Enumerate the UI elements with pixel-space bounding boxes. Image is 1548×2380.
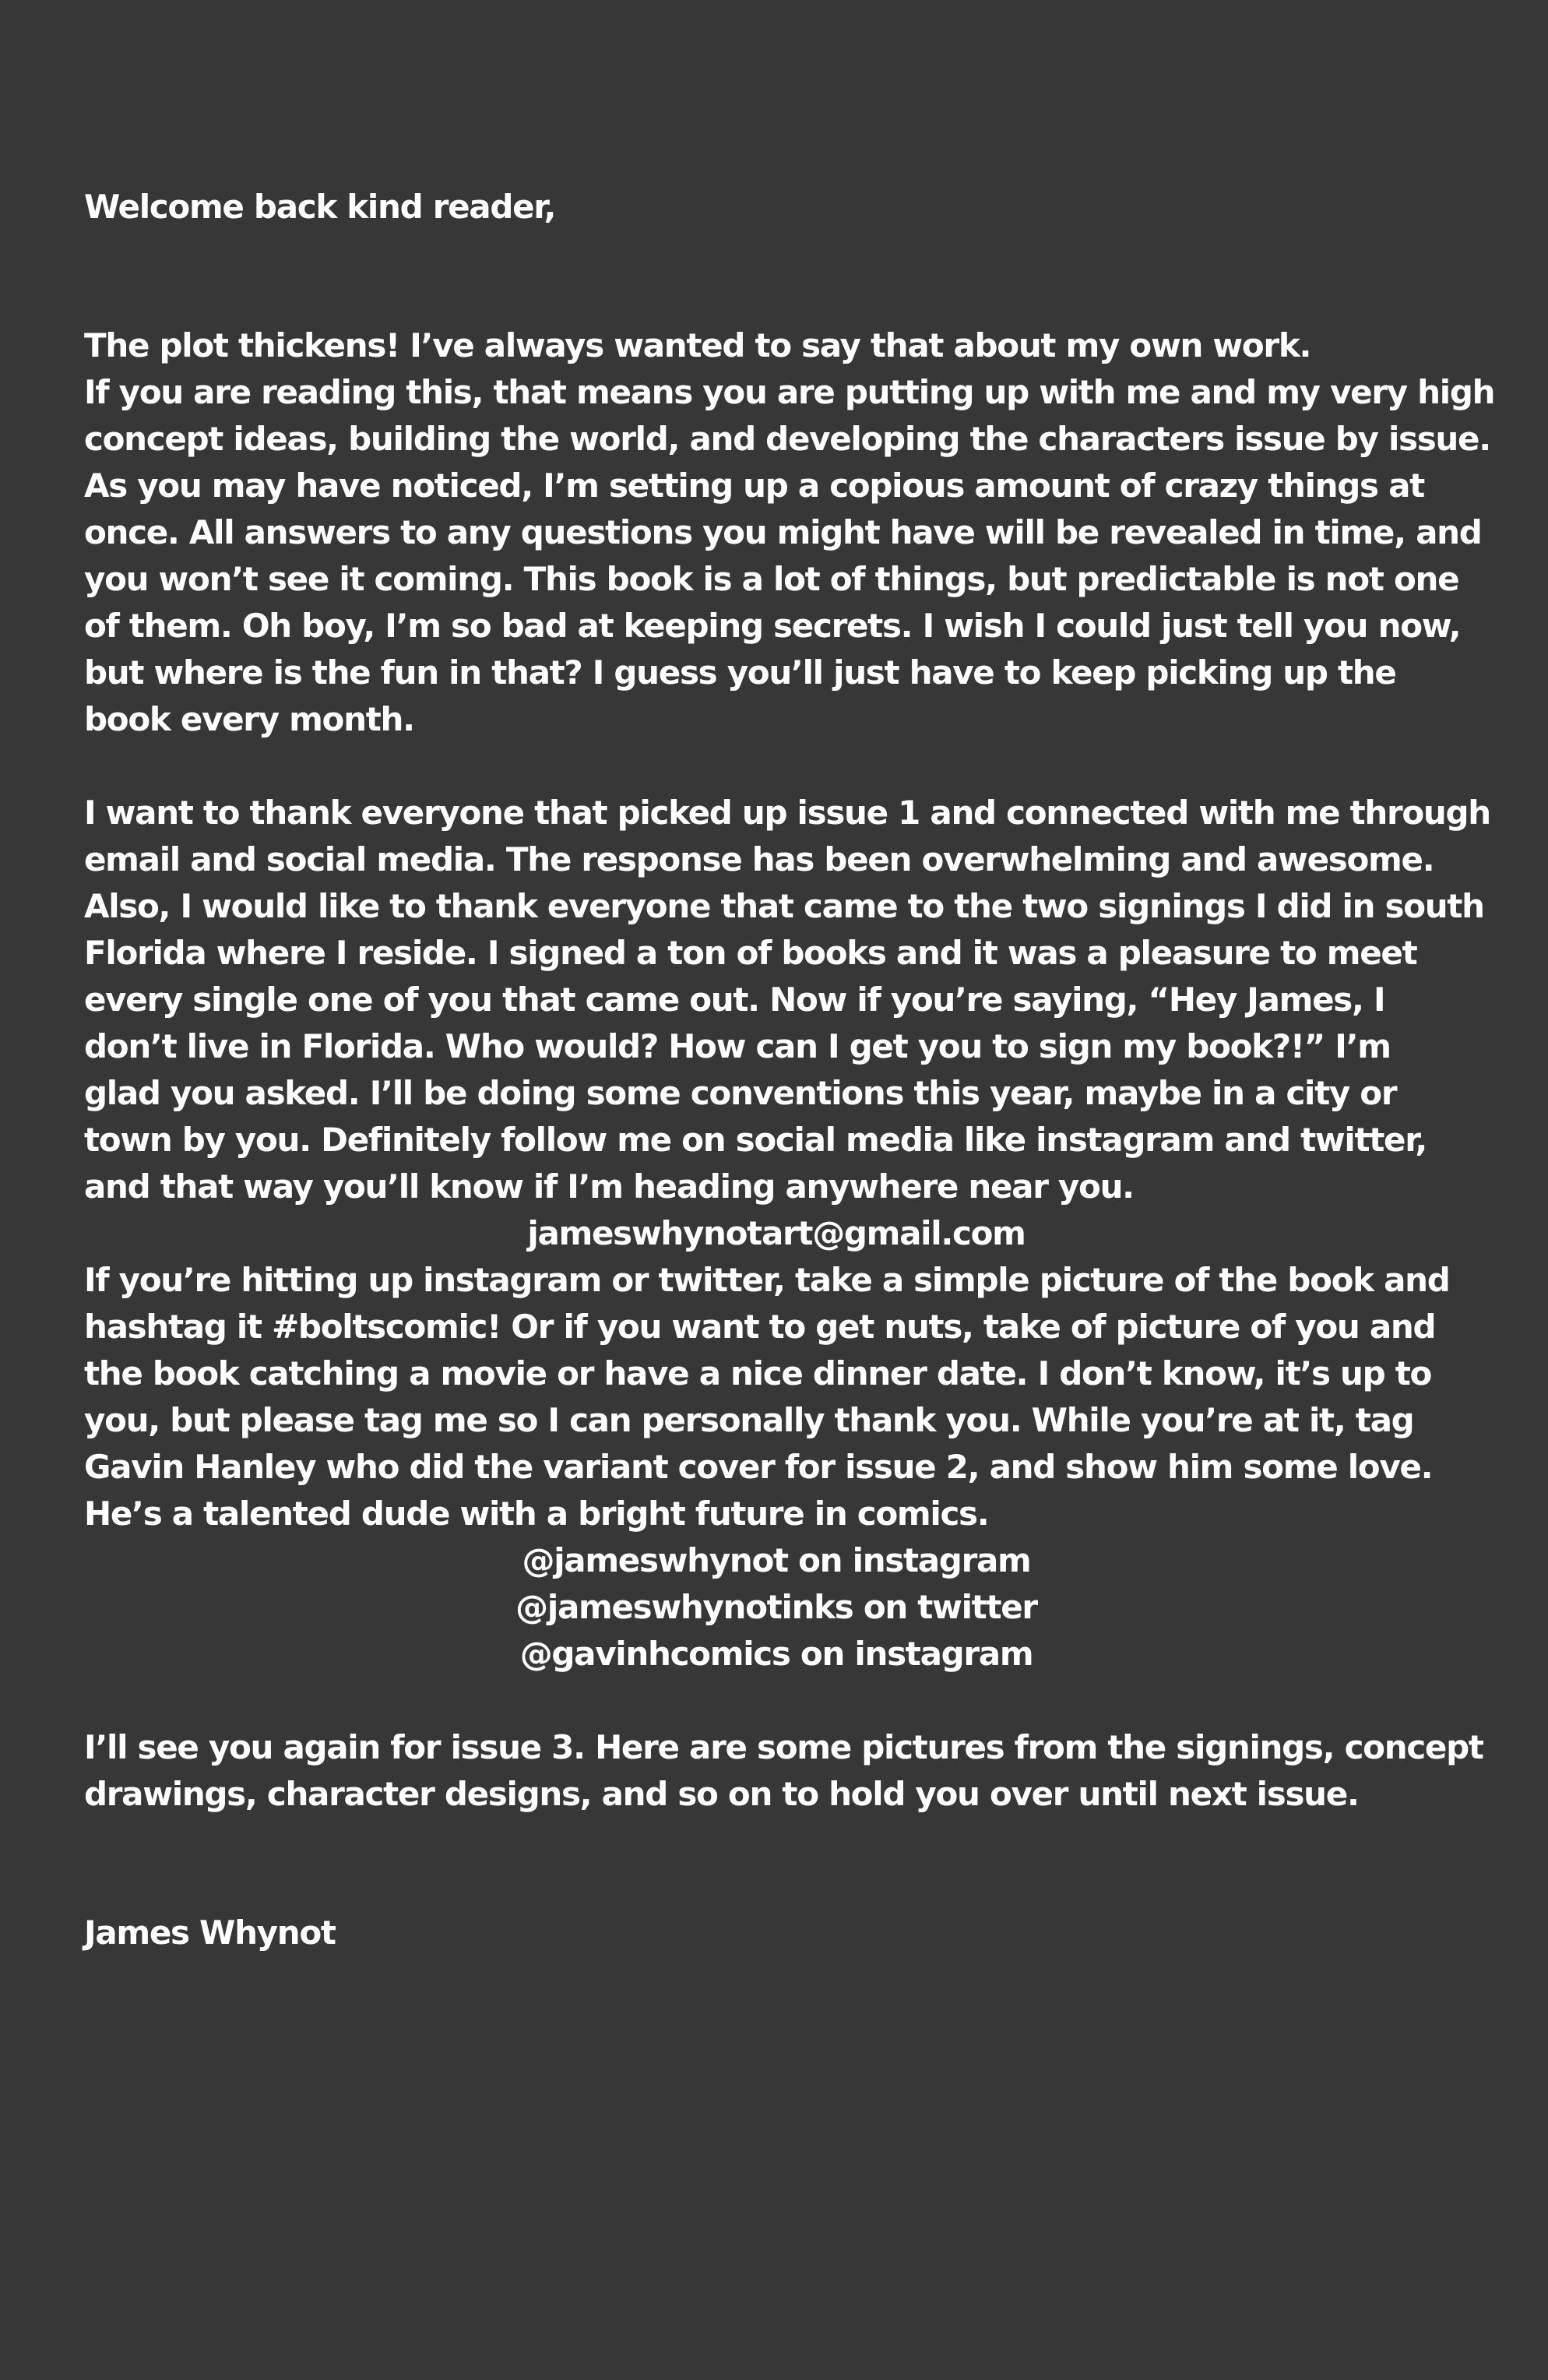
paragraph-line: you won’t see it coming. This book is a lot of things, but predictable is not one xyxy=(84,560,1459,598)
greeting: Welcome back kind reader, xyxy=(84,188,556,226)
paragraph-line: If you are reading this, that means you are putting up with me and my very high xyxy=(84,373,1495,411)
paragraph-line: Also, I would like to thank everyone that came to the two signings I did in south xyxy=(84,887,1484,925)
paragraph-line: don’t live in Florida. Who would? How can I get you to sign my book?!” I’m xyxy=(84,1027,1391,1065)
paragraph-line: of them. Oh boy, I’m so bad at keeping secrets. I wish I could just tell you now, xyxy=(84,607,1461,645)
spacer xyxy=(84,1818,1486,1910)
paragraph-line: but where is the fun in that? I guess you’ll just have to keep picking up the xyxy=(84,653,1396,692)
paragraph-line: and that way you’ll know if I’m heading anywhere near you. xyxy=(84,1167,1134,1206)
paragraph-line: you, but please tag me so I can personally thank you. While you’re at it, tag xyxy=(84,1401,1414,1439)
social-handle: @gavinhcomics on instagram xyxy=(519,1635,1033,1673)
letter-page xyxy=(84,184,1495,1956)
paragraph-line: As you may have noticed, I’m setting up a copious amount of crazy things at xyxy=(84,466,1424,505)
paragraph-line: If you’re hitting up instagram or twitter, take a simple picture of the book and xyxy=(84,1261,1450,1299)
spacer xyxy=(84,231,1486,322)
paragraph-line: I want to thank everyone that picked up issue 1 and connected with me through xyxy=(84,794,1490,832)
paragraph-line: every single one of you that came out. Now if you’re saying, “Hey James, I xyxy=(84,981,1385,1019)
paragraph-intro xyxy=(84,322,1495,743)
paragraph-line: the book catching a movie or have a nice dinner date. I don’t know, it’s up to xyxy=(84,1354,1432,1392)
paragraph-line: concept ideas, building the world, and developing the characters issue by issue. xyxy=(84,420,1490,458)
email-address: jameswhynotart@gmail.com xyxy=(527,1214,1026,1252)
paragraph-line: once. All answers to any questions you might have will be revealed in time, and xyxy=(84,513,1482,551)
social-handle: @jameswhynotinks on twitter xyxy=(515,1588,1037,1626)
spacer xyxy=(84,1678,1486,1724)
paragraph-line: The plot thickens! I’ve always wanted to say that about my own work. xyxy=(84,326,1311,364)
paragraph-social xyxy=(84,1257,1486,1537)
paragraph-line: book every month. xyxy=(84,700,414,738)
social-handle: @jameswhynot on instagram xyxy=(522,1541,1031,1579)
paragraph-line: email and social media. The response has been overwhelming and awesome. xyxy=(84,840,1434,878)
paragraph-line: glad you asked. I’ll be doing some conventions this year, maybe in a city or xyxy=(84,1074,1397,1112)
paragraph-closing xyxy=(84,1724,1486,1818)
signature: James Whynot xyxy=(84,1914,336,1952)
paragraph-line: Gavin Hanley who did the variant cover for issue 2, and show him some love. xyxy=(84,1448,1433,1486)
paragraph-line: I’ll see you again for issue 3. Here are some pictures from the signings, concept xyxy=(84,1728,1483,1766)
social-handles xyxy=(84,1537,1486,1678)
paragraph-line: He’s a talented dude with a bright future in comics. xyxy=(84,1495,989,1533)
paragraph-line: town by you. Definitely follow me on social media like instagram and twitter, xyxy=(84,1121,1427,1159)
paragraph-line: hashtag it #boltscomic! Or if you want to get nuts, take of picture of you and xyxy=(84,1308,1436,1346)
spacer xyxy=(84,743,1486,790)
paragraph-thanks xyxy=(84,790,1490,1210)
paragraph-line: drawings, character designs, and so on to hold you over until next issue. xyxy=(84,1775,1359,1813)
paragraph-line: Florida where I reside. I signed a ton of books and it was a pleasure to meet xyxy=(84,934,1417,972)
